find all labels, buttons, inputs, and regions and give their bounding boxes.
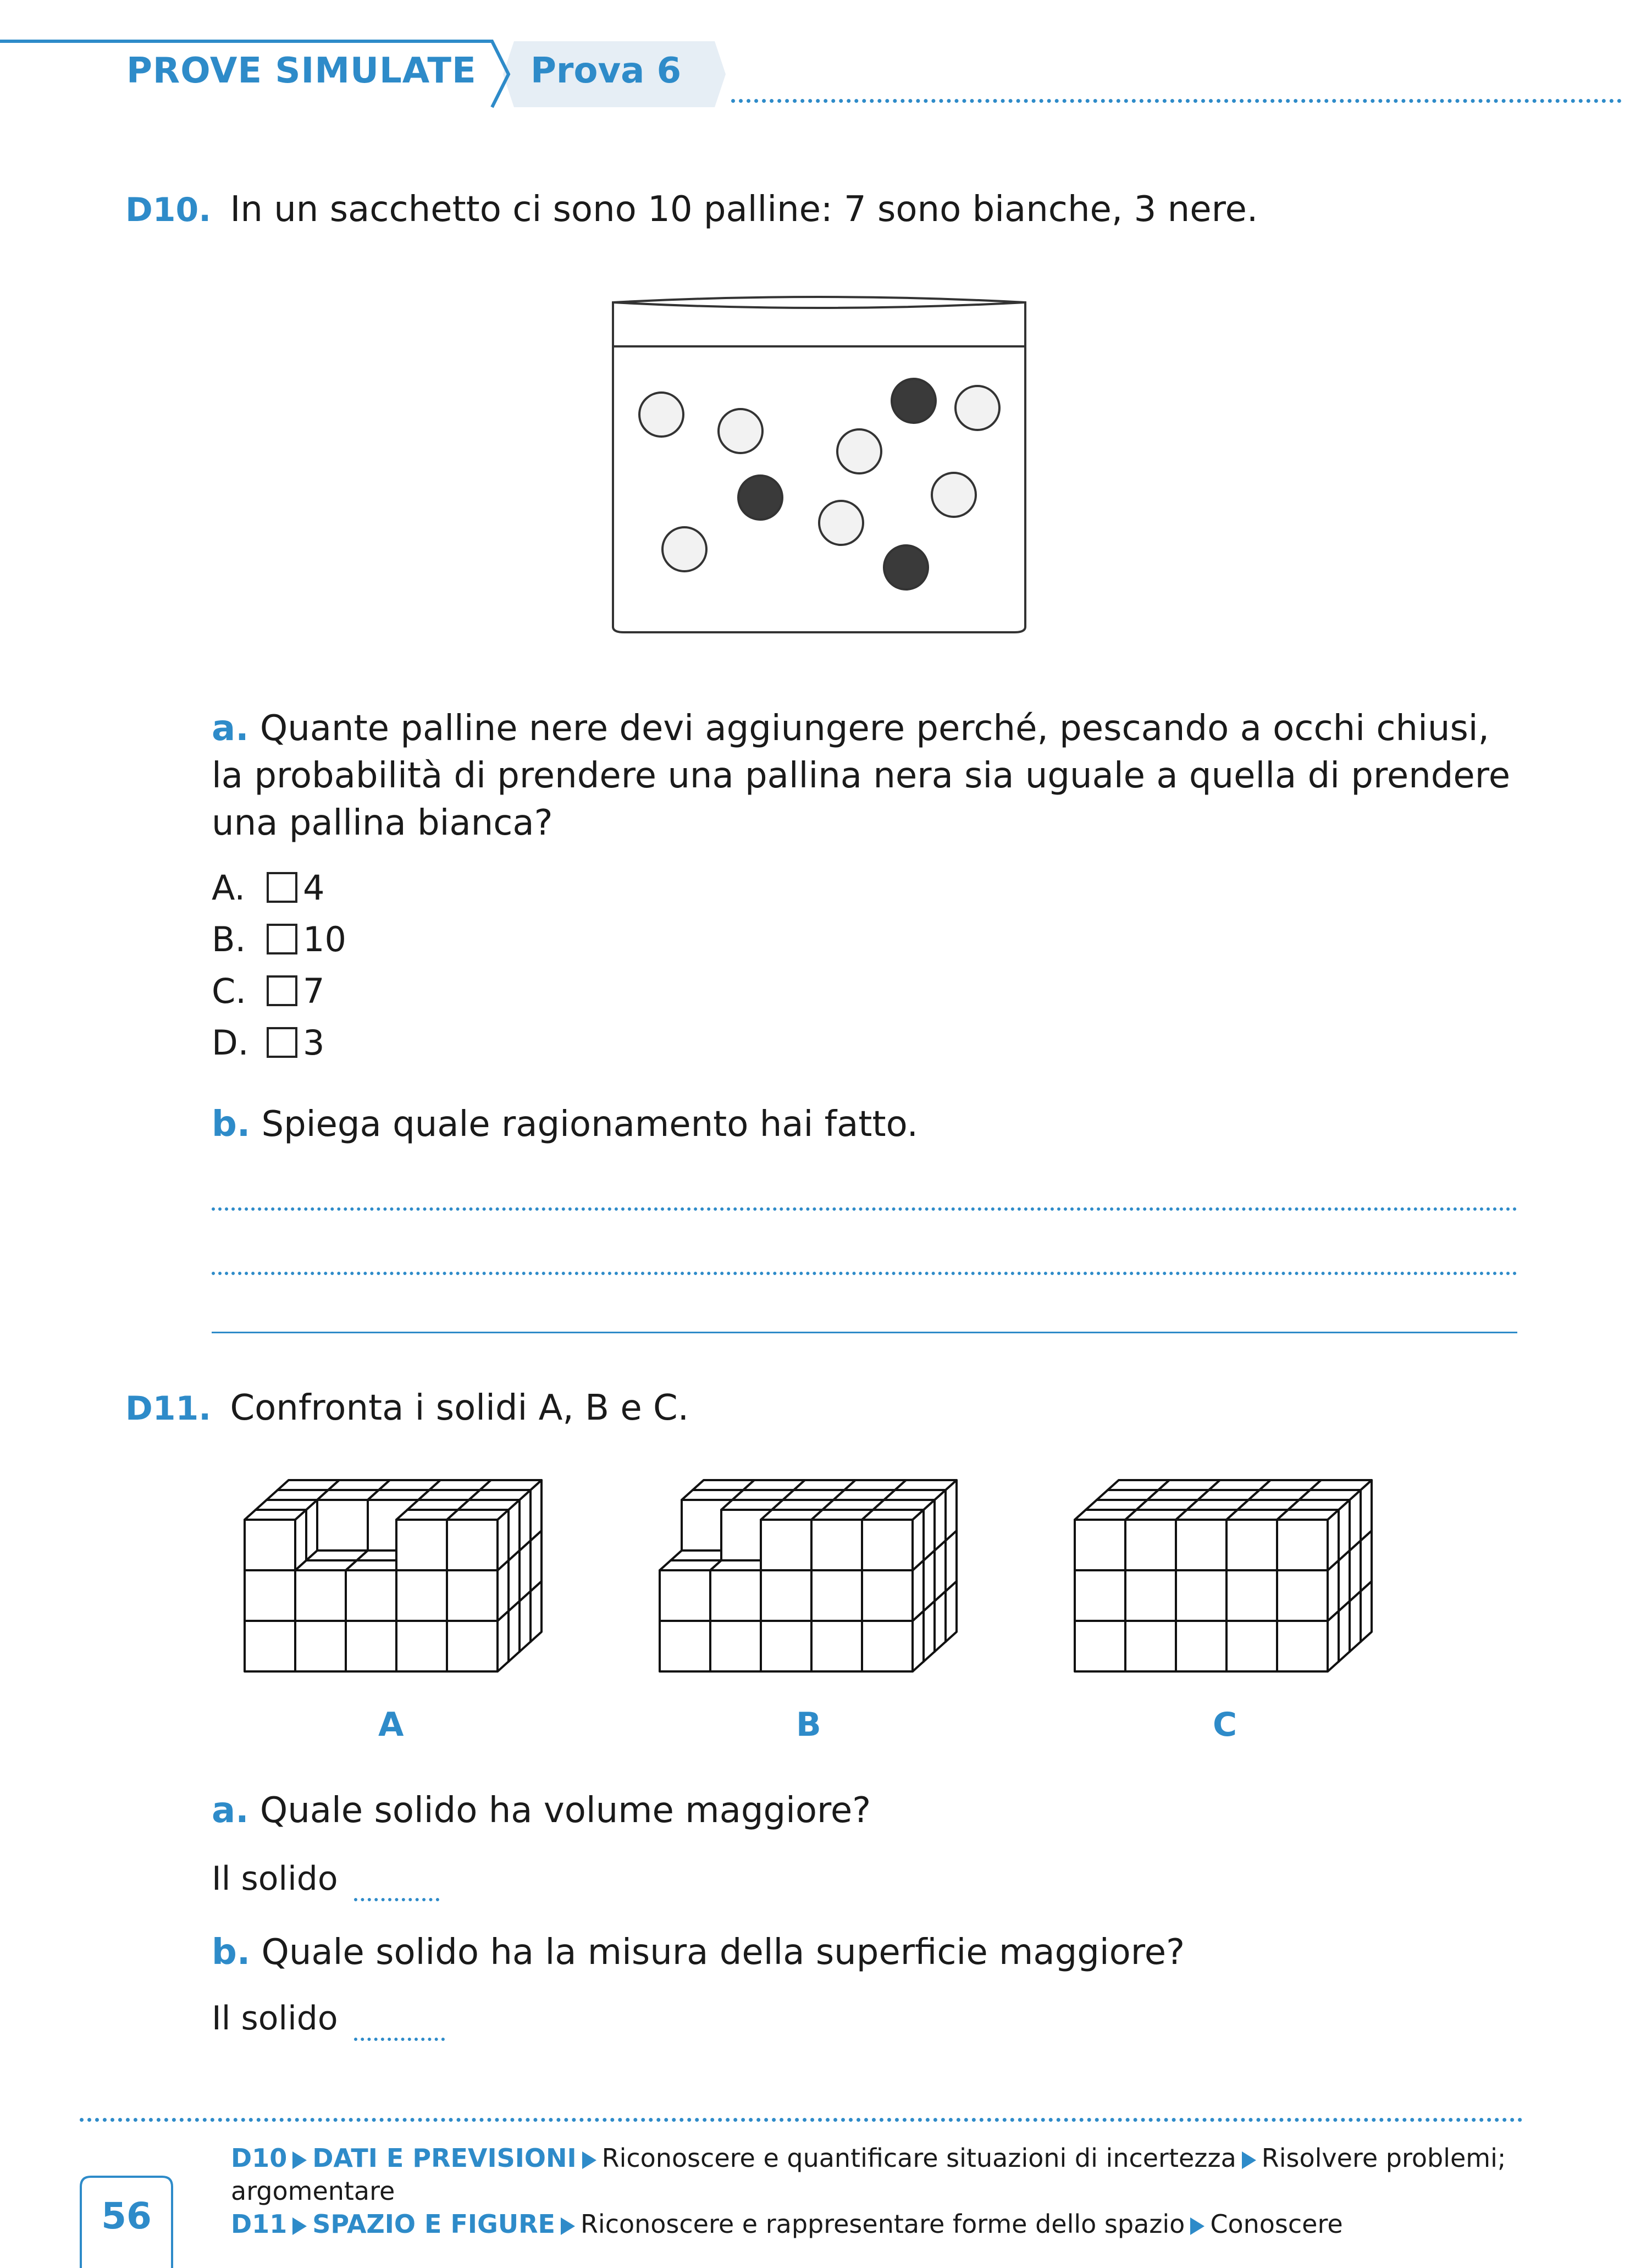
option-value: 10	[303, 919, 346, 959]
cube-face	[480, 1480, 542, 1490]
cube-face	[1176, 1520, 1226, 1570]
question-number: D11.	[125, 1389, 212, 1428]
cube-face	[862, 1520, 913, 1570]
footer-area: SPAZIO E FIGURE	[312, 2209, 555, 2239]
cube-face	[1125, 1520, 1176, 1570]
cube-face	[660, 1570, 710, 1621]
part-letter: a.	[212, 1790, 249, 1831]
answer-blank[interactable]	[354, 1859, 439, 1901]
cube-face	[396, 1570, 447, 1621]
white-ball	[837, 429, 881, 473]
part-a-text: Quale solido ha volume maggiore?	[259, 1790, 871, 1831]
cube-face	[895, 1480, 957, 1490]
footer-skill: Riconoscere e rappresentare forme dello spazio	[580, 2209, 1185, 2239]
option-c[interactable]	[212, 971, 324, 1015]
option-checkbox[interactable]	[267, 975, 297, 1006]
balls-group	[639, 379, 999, 589]
d11-part-a	[212, 1787, 871, 1834]
footer-code: D10	[231, 2143, 288, 2173]
cube-face	[346, 1621, 396, 1671]
white-ball	[955, 386, 999, 430]
arrow-icon	[1190, 2217, 1204, 2235]
cube-face	[761, 1621, 811, 1671]
footer-process-cont: argomentare	[231, 2176, 395, 2206]
footer-process: Risolvere problemi;	[1261, 2143, 1506, 2173]
cube-face	[1226, 1520, 1277, 1570]
white-ball	[639, 393, 683, 437]
cube-face	[1125, 1570, 1176, 1621]
cube-face	[447, 1520, 498, 1570]
part-a-line-1: Quante palline nere devi aggiungere perché, pescando a occhi chiusi,	[259, 708, 1489, 749]
cube-face	[862, 1510, 924, 1520]
section-divider	[212, 1332, 1517, 1333]
cube-face	[458, 1500, 520, 1510]
cube-face	[862, 1621, 913, 1671]
cube-face	[396, 1621, 447, 1671]
cube-face	[245, 1510, 306, 1520]
part-b-text: Spiega quale ragionamento hai fatto.	[261, 1104, 918, 1145]
d10-part-b	[212, 1101, 918, 1148]
cube-face	[1075, 1621, 1125, 1671]
footer-dotted-rule	[80, 2118, 1523, 2122]
cube-face	[710, 1570, 761, 1621]
question-prompt: Confronta i solidi A, B e C.	[230, 1388, 689, 1428]
d11-part-b	[212, 1929, 1185, 1976]
arrow-icon	[561, 2217, 575, 2235]
answer-blank[interactable]	[354, 1999, 445, 2041]
white-ball	[819, 501, 863, 545]
cube-face	[1075, 1520, 1125, 1570]
option-value: 7	[303, 971, 325, 1011]
option-checkbox[interactable]	[267, 924, 297, 954]
solid-label-b: B	[796, 1706, 821, 1744]
solid-label-a: A	[378, 1706, 404, 1744]
d11-question	[125, 1384, 689, 1432]
page-number: 56	[101, 2195, 152, 2237]
white-ball	[662, 527, 706, 571]
cube-face	[873, 1500, 935, 1510]
cube-face	[884, 1490, 946, 1500]
arrow-icon	[292, 2217, 307, 2235]
cube-face	[295, 1621, 346, 1671]
d10-question	[125, 186, 1258, 234]
part-letter: b.	[212, 1104, 251, 1145]
question-number: D10.	[125, 191, 212, 229]
cube-face	[1299, 1490, 1361, 1500]
cube-face	[811, 1621, 862, 1671]
question-prompt: In un sacchetto ci sono 10 palline: 7 sono bianche, 3 nere.	[230, 189, 1258, 230]
black-ball	[892, 379, 936, 423]
section-title: PROVE SIMULATE	[126, 51, 477, 91]
option-letter: A.	[212, 868, 246, 908]
footer-area: DATI E PREVISIONI	[312, 2143, 577, 2173]
option-b[interactable]	[212, 919, 346, 963]
cube-face	[245, 1570, 295, 1621]
cube-face	[396, 1520, 447, 1570]
part-letter: a.	[212, 708, 249, 749]
cube-face	[317, 1500, 368, 1550]
cube-face	[295, 1570, 346, 1621]
cube-face	[1125, 1621, 1176, 1671]
cube-face	[447, 1570, 498, 1621]
part-a-line-3: una pallina bianca?	[212, 803, 553, 843]
cube-face	[1075, 1570, 1125, 1621]
arrow-icon	[292, 2151, 307, 2169]
cube-face	[346, 1570, 396, 1621]
answer-line[interactable]	[212, 1207, 1517, 1211]
cube-face	[1226, 1570, 1277, 1621]
part-letter: b.	[212, 1932, 251, 1973]
option-a[interactable]	[212, 868, 324, 912]
cube-face	[811, 1570, 862, 1621]
footer-line-d10	[231, 2142, 1550, 2208]
cube-face	[1310, 1480, 1372, 1490]
cube-face	[1277, 1570, 1328, 1621]
white-ball	[719, 409, 763, 453]
header-dotted-rule	[731, 99, 1622, 103]
d11-answer-a	[212, 1859, 439, 1901]
arrow-icon	[1242, 2151, 1256, 2169]
option-letter: B.	[212, 919, 246, 959]
cube-face	[1176, 1621, 1226, 1671]
part-b-text: Quale solido ha la misura della superficie maggiore?	[261, 1932, 1185, 1973]
answer-prefix: Il solido	[212, 1999, 338, 2038]
cube-face	[1288, 1500, 1350, 1510]
option-d[interactable]	[212, 1023, 324, 1067]
black-ball	[738, 476, 782, 520]
solid-label-c: C	[1213, 1706, 1237, 1744]
arrow-icon	[582, 2151, 596, 2169]
footer-line-d11	[231, 2208, 1550, 2241]
cube-face	[1277, 1520, 1328, 1570]
answer-line[interactable]	[212, 1272, 1517, 1275]
cube-face	[447, 1621, 498, 1671]
d11-answer-b	[212, 1999, 445, 2041]
footer-skill: Riconoscere e quantificare situazioni di incertezza	[601, 2143, 1236, 2173]
part-a-line-2: la probabilità di prendere una pallina nera sia uguale a quella di prendere	[212, 755, 1511, 796]
option-letter: C.	[212, 971, 246, 1011]
solids-illustration	[236, 1468, 1446, 1699]
cube-face	[1176, 1570, 1226, 1621]
cube-face	[811, 1520, 862, 1570]
ball-bag-illustration	[605, 291, 1034, 643]
d10-part-a	[212, 705, 1531, 847]
cube-face	[1277, 1621, 1328, 1671]
white-ball	[932, 473, 976, 517]
cube-face	[862, 1570, 913, 1621]
cube-face	[1277, 1510, 1339, 1520]
cube-face	[761, 1520, 811, 1570]
option-checkbox[interactable]	[267, 872, 297, 903]
cube-face	[469, 1490, 531, 1500]
cube-face	[660, 1621, 710, 1671]
cube-face	[256, 1500, 317, 1510]
footer-process: Conoscere	[1210, 2209, 1343, 2239]
footer-code: D11	[231, 2209, 288, 2239]
test-title: Prova 6	[531, 51, 682, 91]
cube-face	[761, 1570, 811, 1621]
cube-face	[245, 1520, 295, 1570]
answer-prefix: Il solido	[212, 1859, 338, 1898]
cube-face	[245, 1621, 295, 1671]
cube-face	[1226, 1621, 1277, 1671]
option-checkbox[interactable]	[267, 1027, 297, 1058]
black-ball	[884, 545, 928, 589]
option-letter: D.	[212, 1023, 249, 1063]
option-value: 4	[303, 868, 325, 908]
cube-face	[447, 1510, 509, 1520]
cube-face	[710, 1621, 761, 1671]
option-value: 3	[303, 1023, 325, 1063]
